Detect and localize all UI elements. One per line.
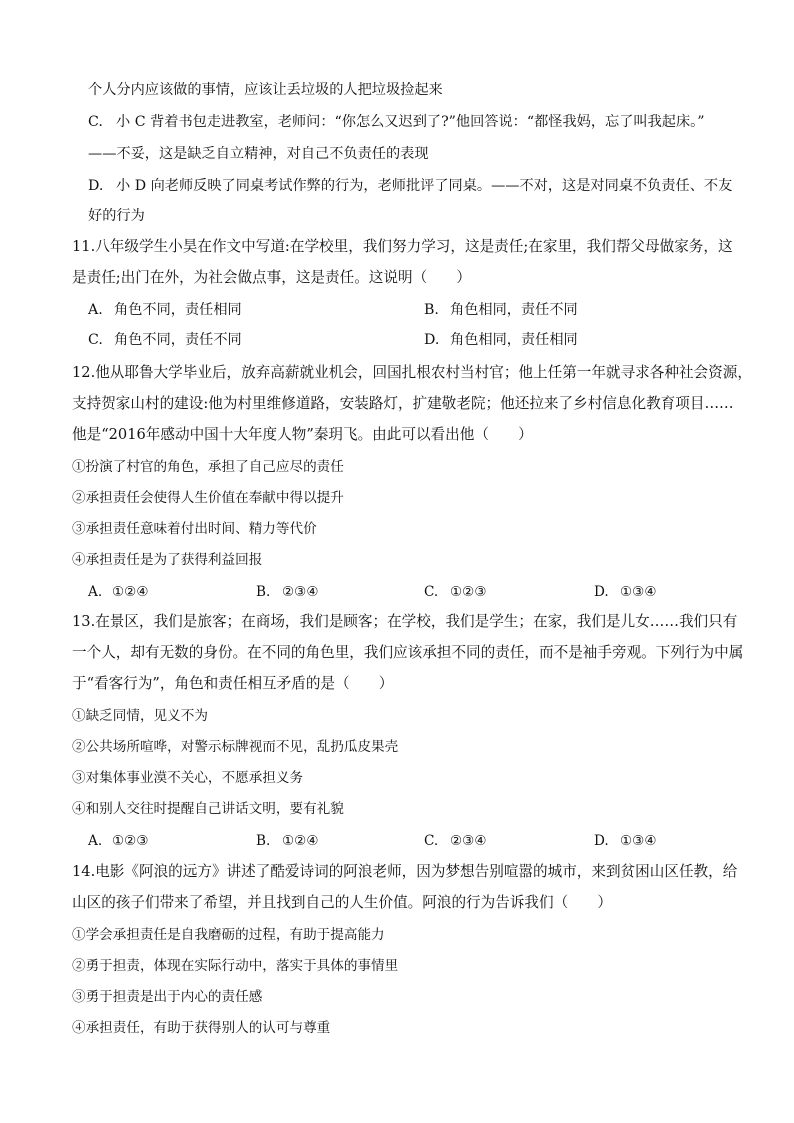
q11-option-d-label: D.: [424, 332, 440, 348]
q13-item-2: ②公共场所喧哗，对警示标牌视而不见，乱扔瓜皮果壳: [72, 739, 399, 755]
q14-stem-2: 山区的孩子们带来了希望，并且找到自己的人生价值。阿浪的行为告诉我们（ ）: [72, 894, 612, 911]
q12-option-b-label: B.: [256, 584, 271, 600]
q12-item-4: ④承担责任是为了获得利益回报: [72, 552, 263, 568]
q11-option-c-text: 角色不同，责任不同: [114, 332, 242, 348]
q14-stem-1: 14.电影《阿浪的远方》讲述了酷爱诗词的阿浪老师，因为梦想告别喧嚣的城市，来到贫困山区任教，给: [72, 863, 738, 880]
q13-option-a-label: A.: [88, 833, 103, 849]
q13-item-3: ③对集体事业漠不关心，不愿承担义务: [72, 770, 304, 786]
q13-stem-2: 一个人，却有无数的身份。在不同的角色里，我们应该承担不同的责任，而不是袖手旁观。下列行为中属: [72, 644, 744, 661]
q10-option-c-text-2: ——不妥，这是缺乏自立精神，对自己不负责任的表现: [88, 146, 429, 162]
q12-option-c-label: C.: [424, 584, 439, 600]
q12-stem-2: 支持贺家山村的建设:他为村里维修道路，安装路灯，扩建敬老院；他还拉来了乡村信息化教育项目……: [72, 395, 734, 412]
q12-option-d-text: ①③④: [620, 584, 657, 600]
q12-stem-1: 12.他从耶鲁大学毕业后，放弃高薪就业机会，回国扎根农村当村官；他上任第一年就寻求各种社会资源，: [72, 364, 752, 381]
q13-option-c-label: C.: [424, 833, 439, 849]
q12-item-2: ②承担责任会使得人生价值在奉献中得以提升: [72, 490, 344, 506]
q10-option-b-continuation: 个人分内应该做的事情，应该让丢垃圾的人把垃圾捡起来: [88, 82, 443, 98]
q12-item-3: ③承担责任意味着付出时间、精力等代价: [72, 521, 317, 537]
q13-option-a-text: ①②③: [112, 833, 149, 849]
q14-item-1: ①学会承担责任是自我磨砺的过程，有助于提高能力: [72, 927, 385, 943]
q11-option-b-text: 角色相同，责任不同: [450, 302, 578, 318]
q10-option-c-label: C.: [88, 114, 103, 130]
q13-stem-3: 于“看客行为”，角色和责任相互矛盾的是（ ）: [72, 675, 394, 692]
q13-item-1: ①缺乏同情，见义不为: [72, 708, 208, 724]
q13-option-b-label: B.: [256, 833, 271, 849]
q12-option-b-text: ②③④: [282, 584, 319, 600]
q11-option-b-label: B.: [424, 302, 439, 318]
q10-option-d-text-2: 好的行为: [88, 208, 145, 224]
q11-option-d-text: 角色相同，责任相同: [450, 332, 578, 348]
q13-option-d-text: ①③④: [620, 833, 657, 849]
q11-stem-1: 11.八年级学生小昊在作文中写道:在学校里，我们努力学习，这是责任;在家里，我们帮父母做家务，这: [72, 238, 733, 255]
q12-option-c-text: ①②③: [450, 584, 487, 600]
q12-stem-3: 他是“2016年感动中国十大年度人物”秦玥飞。由此可以看出他（ ）: [72, 426, 533, 443]
q14-item-4: ④承担责任，有助于获得别人的认可与尊重: [72, 1020, 331, 1036]
q11-option-c-label: C.: [88, 332, 103, 348]
q13-option-d-label: D.: [594, 833, 609, 849]
q13-item-4: ④和别人交往时提醒自己讲话文明，要有礼貌: [72, 801, 344, 817]
q12-option-a-label: A.: [88, 584, 103, 600]
q10-option-d-text-1: 小 D 向老师反映了同桌考试作弊的行为，老师批评了同桌。——不对，这是对同桌不负责任、不友: [116, 178, 733, 194]
q10-option-c-text-1: 小 C 背着书包走进教室，老师问：“你怎么又迟到了?”他回答说：“都怪我妈，忘了叫我起床。”: [116, 114, 705, 130]
q13-stem-1: 13.在景区，我们是旅客；在商场，我们是顾客；在学校，我们是学生；在家，我们是儿女……我们只有: [72, 613, 738, 630]
q11-option-a-label: A.: [88, 302, 103, 318]
q13-option-c-text: ②③④: [450, 833, 487, 849]
q11-stem-2: 是责任;出门在外，为社会做点事，这是责任。这说明（ ）: [72, 269, 471, 286]
q13-option-b-text: ①②④: [282, 833, 319, 849]
q12-item-1: ①扮演了村官的角色，承担了自己应尽的责任: [72, 459, 344, 475]
q10-option-d-label: D.: [88, 178, 104, 194]
q11-option-a-text: 角色不同，责任相同: [114, 302, 242, 318]
q12-option-d-label: D.: [594, 584, 609, 600]
q14-item-3: ③勇于担责是出于内心的责任感: [72, 989, 263, 1005]
q14-item-2: ②勇于担责，体现在实际行动中，落实于具体的事情里: [72, 958, 399, 974]
q12-option-a-text: ①②④: [112, 584, 149, 600]
